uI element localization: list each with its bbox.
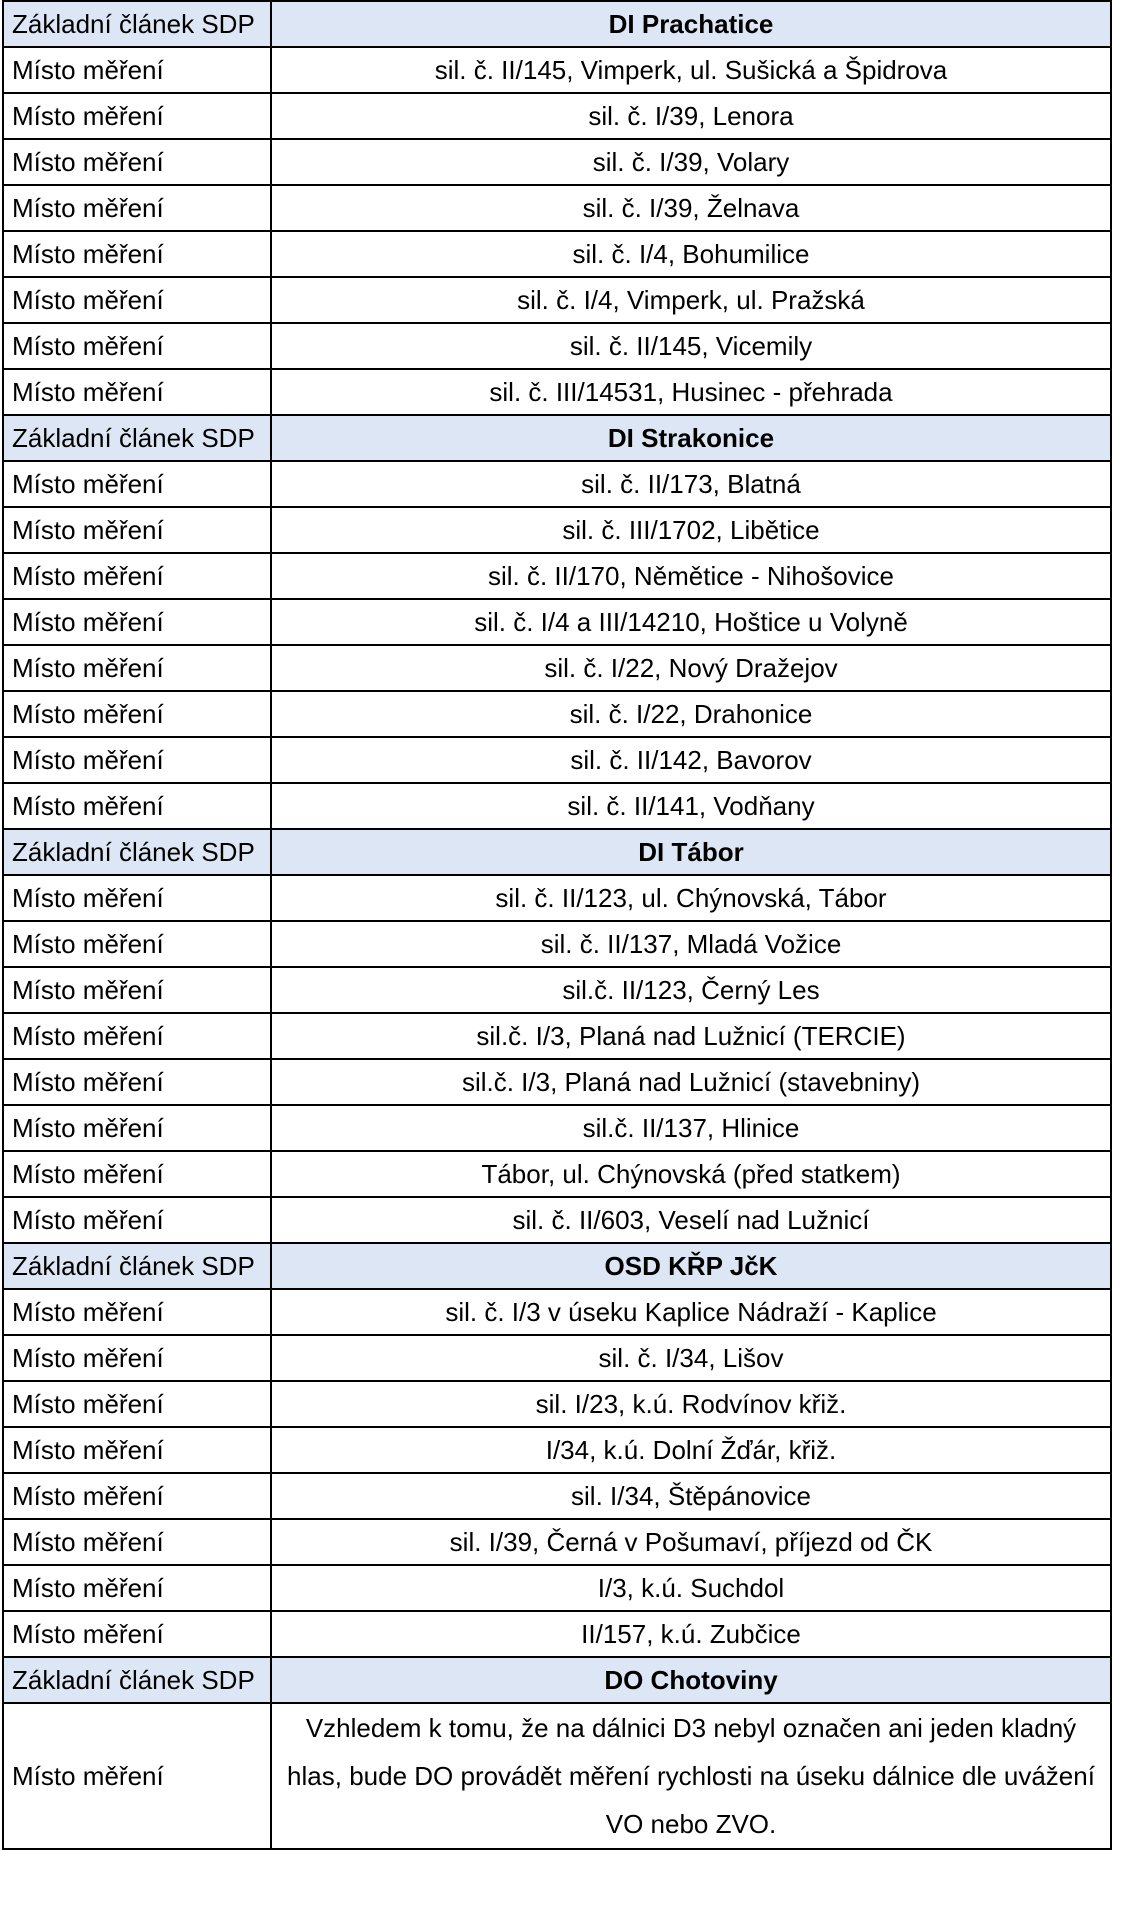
row-value-cell: Tábor, ul. Chýnovská (před statkem) bbox=[271, 1151, 1111, 1197]
measurement-sites-table bbox=[2, 0, 1112, 1850]
row-value-cell: Vzhledem k tomu, že na dálnici D3 nebyl označen ani jeden kladný hlas, bude DO provádět měření rychlosti na úseku dálnice dle uvážení VO nebo ZVO. bbox=[271, 1703, 1111, 1849]
table-row bbox=[3, 645, 1111, 691]
table-row bbox=[3, 599, 1111, 645]
row-value-cell: sil. č. II/170, Němětice - Nihošovice bbox=[271, 553, 1111, 599]
table-row bbox=[3, 1611, 1111, 1657]
row-label-cell: Místo měření bbox=[3, 599, 271, 645]
row-label-cell: Místo měření bbox=[3, 783, 271, 829]
row-label-cell: Místo měření bbox=[3, 139, 271, 185]
row-label-cell: Místo měření bbox=[3, 737, 271, 783]
row-value-cell: sil. č. II/123, ul. Chýnovská, Tábor bbox=[271, 875, 1111, 921]
table-row bbox=[3, 369, 1111, 415]
row-label-cell: Místo měření bbox=[3, 185, 271, 231]
row-value-cell: sil. č. I/34, Lišov bbox=[271, 1335, 1111, 1381]
section-label-cell: Základní článek SDP bbox=[3, 1243, 271, 1289]
row-label-cell: Místo měření bbox=[3, 691, 271, 737]
row-label-cell: Místo měření bbox=[3, 277, 271, 323]
table-row bbox=[3, 323, 1111, 369]
row-label-cell: Místo měření bbox=[3, 461, 271, 507]
section-header-row bbox=[3, 1, 1111, 47]
row-value-cell: sil. č. II/173, Blatná bbox=[271, 461, 1111, 507]
row-value-cell: sil. č. III/14531, Husinec - přehrada bbox=[271, 369, 1111, 415]
row-value-cell: sil.č. I/3, Planá nad Lužnicí (TERCIE) bbox=[271, 1013, 1111, 1059]
row-value-cell: sil. č. II/142, Bavorov bbox=[271, 737, 1111, 783]
row-label-cell: Místo měření bbox=[3, 1013, 271, 1059]
row-label-cell: Místo měření bbox=[3, 875, 271, 921]
section-label-cell: Základní článek SDP bbox=[3, 415, 271, 461]
table-row bbox=[3, 691, 1111, 737]
table-row bbox=[3, 783, 1111, 829]
table-row bbox=[3, 47, 1111, 93]
table-row bbox=[3, 461, 1111, 507]
section-unit-cell: DO Chotoviny bbox=[271, 1657, 1111, 1703]
row-value-cell: sil. č. III/1702, Libětice bbox=[271, 507, 1111, 553]
row-label-cell: Místo měření bbox=[3, 1519, 271, 1565]
table-row bbox=[3, 185, 1111, 231]
section-unit-cell: DI Tábor bbox=[271, 829, 1111, 875]
row-value-cell: I/34, k.ú. Dolní Žďár, křiž. bbox=[271, 1427, 1111, 1473]
table-row bbox=[3, 507, 1111, 553]
row-value-cell: sil. č. I/22, Drahonice bbox=[271, 691, 1111, 737]
table-row bbox=[3, 921, 1111, 967]
row-label-cell: Místo měření bbox=[3, 47, 271, 93]
row-label-cell: Místo měření bbox=[3, 553, 271, 599]
table-row bbox=[3, 967, 1111, 1013]
row-label-cell: Místo měření bbox=[3, 1197, 271, 1243]
row-label-cell: Místo měření bbox=[3, 645, 271, 691]
row-label-cell: Místo měření bbox=[3, 967, 271, 1013]
table-body bbox=[3, 1, 1111, 1849]
table-row bbox=[3, 1151, 1111, 1197]
row-value-cell: sil. I/39, Černá v Pošumaví, příjezd od ČK bbox=[271, 1519, 1111, 1565]
table-row bbox=[3, 231, 1111, 277]
table-row bbox=[3, 1565, 1111, 1611]
table-row bbox=[3, 1427, 1111, 1473]
section-header-row bbox=[3, 415, 1111, 461]
row-value-cell: sil.č. I/3, Planá nad Lužnicí (stavebniny) bbox=[271, 1059, 1111, 1105]
table-row bbox=[3, 1473, 1111, 1519]
table-row bbox=[3, 553, 1111, 599]
table-row bbox=[3, 737, 1111, 783]
section-header-row bbox=[3, 1243, 1111, 1289]
row-label-cell: Místo měření bbox=[3, 1427, 271, 1473]
table-row bbox=[3, 139, 1111, 185]
row-value-cell: sil.č. II/137, Hlinice bbox=[271, 1105, 1111, 1151]
row-label-cell: Místo měření bbox=[3, 1473, 271, 1519]
table-row bbox=[3, 93, 1111, 139]
row-value-cell: sil. I/34, Štěpánovice bbox=[271, 1473, 1111, 1519]
row-label-cell: Místo měření bbox=[3, 231, 271, 277]
table-row bbox=[3, 277, 1111, 323]
table-row bbox=[3, 1335, 1111, 1381]
row-label-cell: Místo měření bbox=[3, 1151, 271, 1197]
table-row bbox=[3, 1197, 1111, 1243]
row-value-cell: sil. č. I/22, Nový Dražejov bbox=[271, 645, 1111, 691]
section-label-cell: Základní článek SDP bbox=[3, 1657, 271, 1703]
section-unit-cell: DI Prachatice bbox=[271, 1, 1111, 47]
row-value-cell: I/3, k.ú. Suchdol bbox=[271, 1565, 1111, 1611]
section-unit-cell: DI Strakonice bbox=[271, 415, 1111, 461]
row-value-cell: sil. č. I/4, Bohumilice bbox=[271, 231, 1111, 277]
row-label-cell: Místo měření bbox=[3, 323, 271, 369]
row-label-cell: Místo měření bbox=[3, 93, 271, 139]
section-header-row bbox=[3, 1657, 1111, 1703]
row-value-cell: sil. č. II/145, Vicemily bbox=[271, 323, 1111, 369]
row-label-cell: Místo měření bbox=[3, 1611, 271, 1657]
row-value-cell: sil. č. I/4, Vimperk, ul. Pražská bbox=[271, 277, 1111, 323]
row-label-cell: Místo měření bbox=[3, 1289, 271, 1335]
row-label-cell: Místo měření bbox=[3, 1105, 271, 1151]
row-label-cell: Místo měření bbox=[3, 1335, 271, 1381]
table-row bbox=[3, 1289, 1111, 1335]
row-value-cell: sil.č. II/123, Černý Les bbox=[271, 967, 1111, 1013]
row-value-cell: sil. č. I/39, Želnava bbox=[271, 185, 1111, 231]
row-value-cell: sil. č. II/603, Veselí nad Lužnicí bbox=[271, 1197, 1111, 1243]
section-label-cell: Základní článek SDP bbox=[3, 1, 271, 47]
row-label-cell: Místo měření bbox=[3, 1059, 271, 1105]
row-label-cell: Místo měření bbox=[3, 921, 271, 967]
row-value-cell: sil. č. II/141, Vodňany bbox=[271, 783, 1111, 829]
row-label-cell: Místo měření bbox=[3, 1565, 271, 1611]
row-value-cell: sil. č. I/4 a III/14210, Hoštice u Volyně bbox=[271, 599, 1111, 645]
table-row bbox=[3, 875, 1111, 921]
section-label-cell: Základní článek SDP bbox=[3, 829, 271, 875]
row-value-cell: sil. č. I/39, Volary bbox=[271, 139, 1111, 185]
table-row bbox=[3, 1703, 1111, 1849]
section-unit-cell: OSD KŘP JčK bbox=[271, 1243, 1111, 1289]
table-row bbox=[3, 1059, 1111, 1105]
row-label-cell: Místo měření bbox=[3, 1381, 271, 1427]
row-value-cell: sil. č. I/39, Lenora bbox=[271, 93, 1111, 139]
row-label-cell: Místo měření bbox=[3, 1703, 271, 1849]
row-label-cell: Místo měření bbox=[3, 507, 271, 553]
table-row bbox=[3, 1105, 1111, 1151]
row-value-cell: sil. I/23, k.ú. Rodvínov křiž. bbox=[271, 1381, 1111, 1427]
row-value-cell: sil. č. II/145, Vimperk, ul. Sušická a Špidrova bbox=[271, 47, 1111, 93]
row-label-cell: Místo měření bbox=[3, 369, 271, 415]
row-value-cell: II/157, k.ú. Zubčice bbox=[271, 1611, 1111, 1657]
section-header-row bbox=[3, 829, 1111, 875]
table-row bbox=[3, 1013, 1111, 1059]
table-row bbox=[3, 1519, 1111, 1565]
table-row bbox=[3, 1381, 1111, 1427]
row-value-cell: sil. č. I/3 v úseku Kaplice Nádraží - Kaplice bbox=[271, 1289, 1111, 1335]
row-value-cell: sil. č. II/137, Mladá Vožice bbox=[271, 921, 1111, 967]
